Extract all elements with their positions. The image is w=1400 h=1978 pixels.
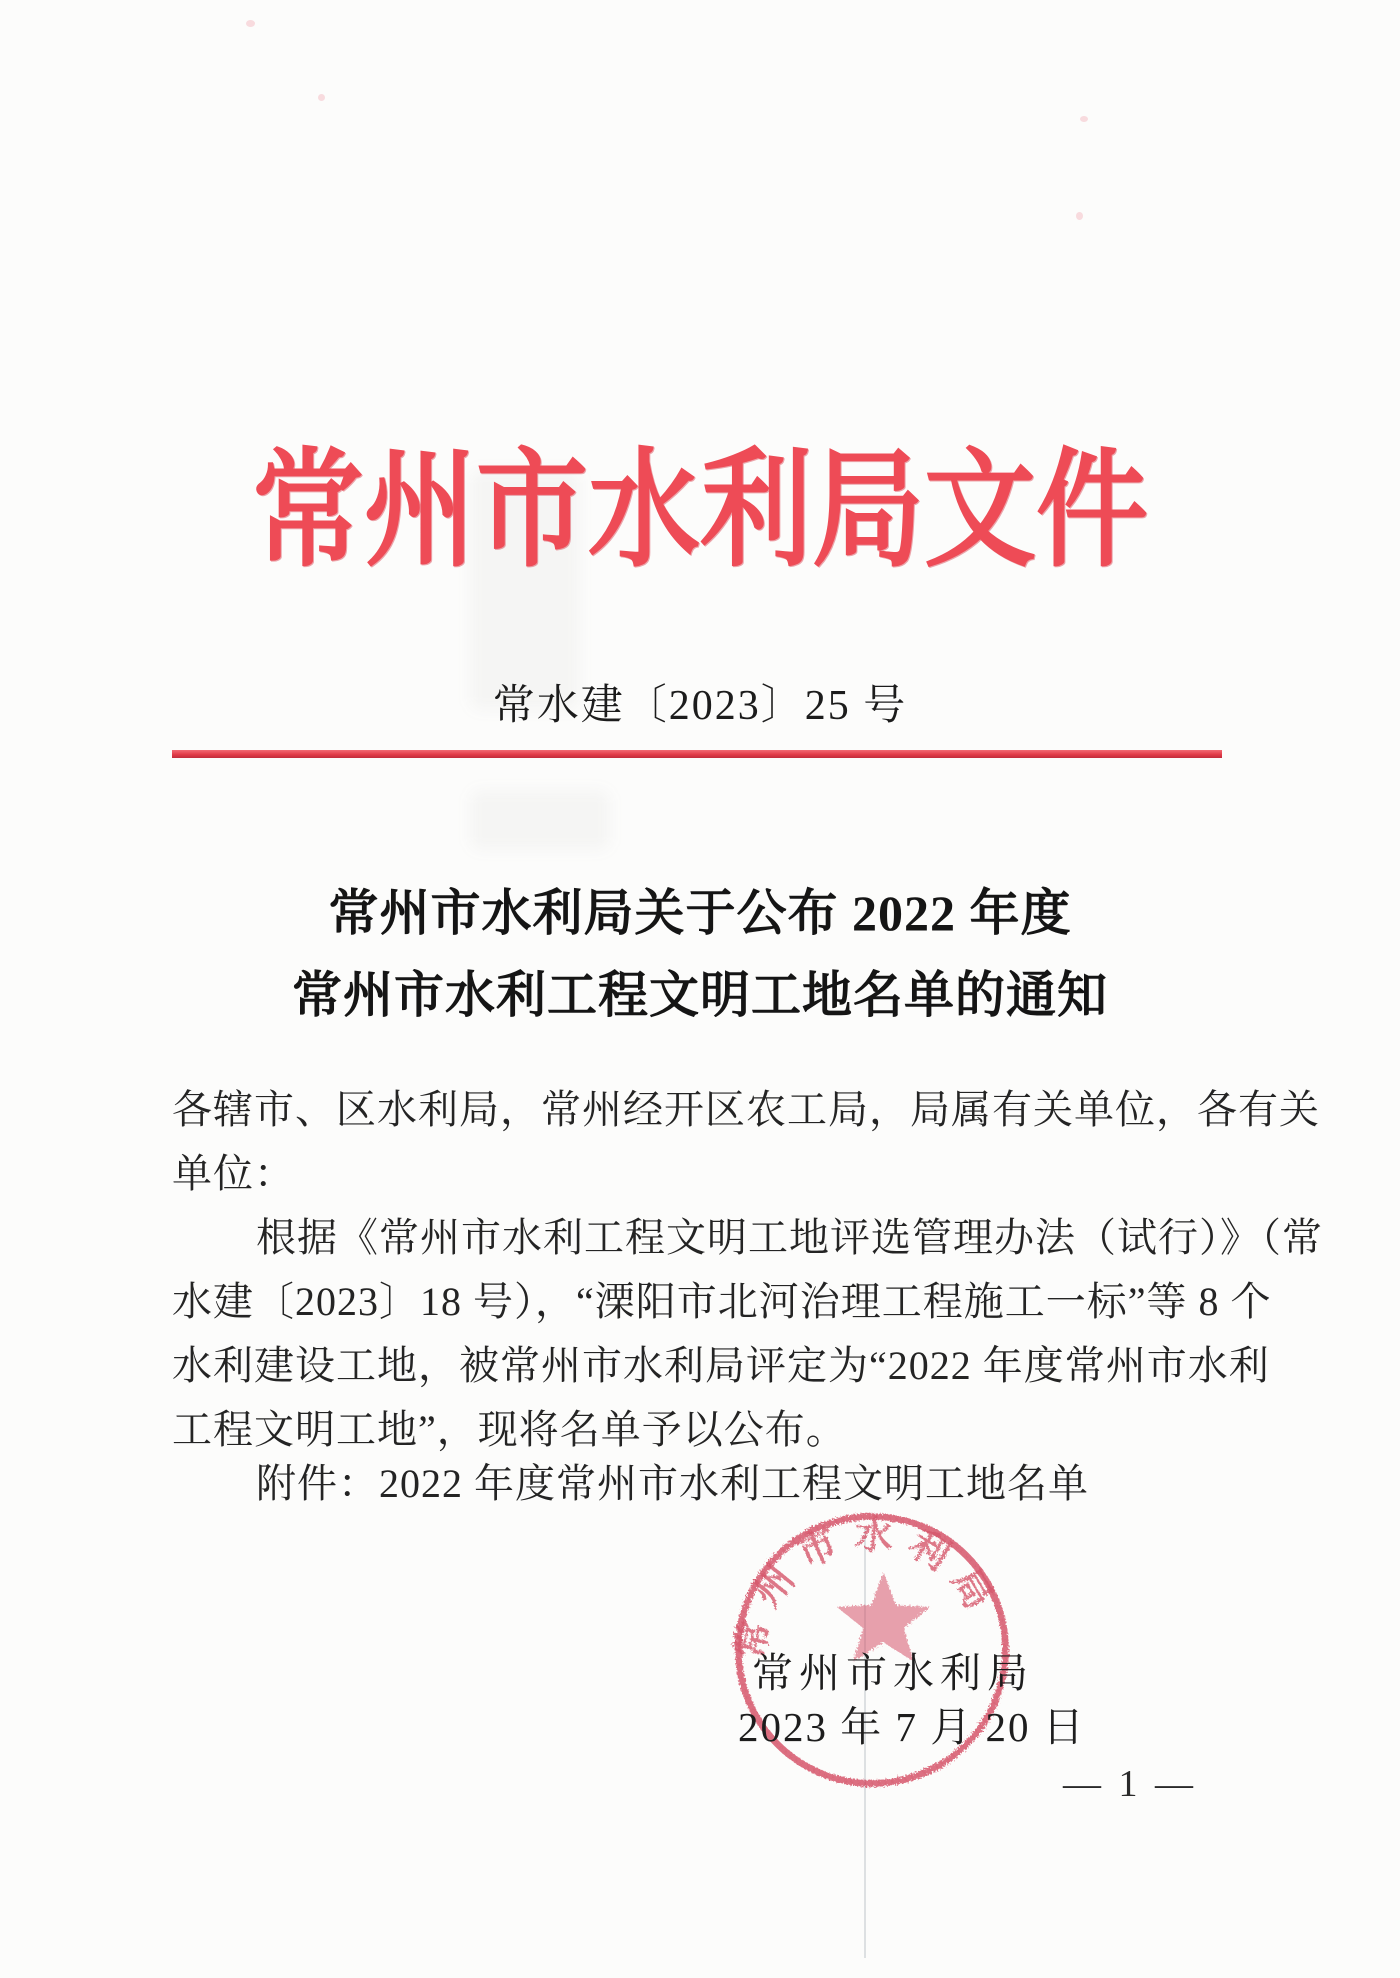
scan-speck — [318, 94, 325, 101]
body-line: 水利建设工地，被常州市水利局评定为“2022 年度常州市水利 — [172, 1343, 1270, 1388]
document-title — [0, 872, 1400, 1036]
red-divider-rule — [172, 750, 1222, 758]
scan-speck — [1076, 212, 1083, 220]
body-line: 各辖市、区水利局，常州经开区农工局，局属有关单位，各有关 — [172, 1087, 1320, 1132]
body-text — [172, 1078, 1323, 1462]
attachment-line: 附件：2022 年度常州市水利工程文明工地名单 — [256, 1461, 1089, 1506]
body-line: 单位： — [172, 1151, 295, 1196]
page-number: — 1 — — [1063, 1763, 1197, 1805]
letterhead-title: 常州市水利局文件 — [252, 441, 1148, 583]
bleed-through-smudge — [470, 790, 610, 850]
scan-speck — [1080, 116, 1088, 122]
signature-org: 常州市水利局 — [752, 1650, 1034, 1696]
document-number: 常水建〔2023〕25 号 — [492, 683, 908, 729]
seal-arc-text: 常州市水利局 — [729, 1514, 1007, 1663]
body-line: 根据《常州市水利工程文明工地评选管理办法（试行）》（常 — [256, 1215, 1323, 1260]
body-line: 工程文明工地”，现将名单予以公布。 — [172, 1407, 847, 1452]
document-title-line1: 常州市水利局关于公布 2022 年度 — [328, 885, 1072, 941]
scan-speck — [246, 20, 255, 27]
signature-date: 2023 年 7 月 20 日 — [738, 1704, 1086, 1750]
document-title-line2: 常州市水利工程文明工地名单的通知 — [292, 967, 1108, 1023]
body-line: 水建〔2023〕18 号），“溧阳市北河治理工程施工一标”等 8 个 — [172, 1279, 1272, 1324]
